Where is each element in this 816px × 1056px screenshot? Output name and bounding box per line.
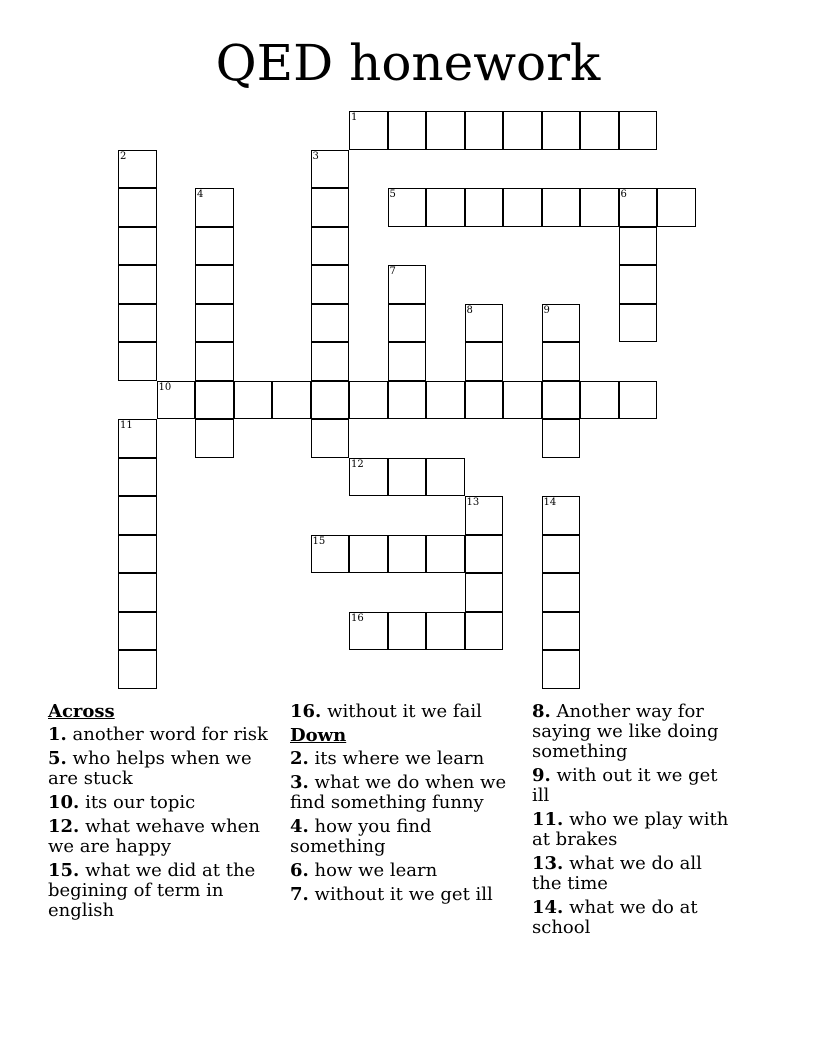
grid-cell[interactable] <box>426 111 465 150</box>
clue-down-11: 11. who we play with at brakes <box>532 809 729 850</box>
grid-cell[interactable] <box>118 650 157 689</box>
grid-cell[interactable] <box>388 612 427 651</box>
grid-cell[interactable] <box>542 188 581 227</box>
grid-cell[interactable] <box>118 304 157 343</box>
grid-cell[interactable] <box>311 419 350 458</box>
grid-cell[interactable] <box>388 458 427 497</box>
across-header: Across <box>48 701 115 722</box>
clue-column-2 <box>290 700 522 909</box>
clue-number: 14 <box>543 497 557 508</box>
grid-cell[interactable] <box>619 381 658 420</box>
clue-down-14: 14. what we do at school <box>532 897 698 938</box>
grid-cell[interactable] <box>580 111 619 150</box>
grid-cell[interactable] <box>465 188 504 227</box>
grid-cell[interactable] <box>195 265 234 304</box>
page-title: QED honework <box>215 34 601 92</box>
grid-cell[interactable] <box>195 381 234 420</box>
grid-cell[interactable] <box>503 111 542 150</box>
grid-cell[interactable] <box>388 188 427 227</box>
grid-cell[interactable] <box>234 381 273 420</box>
grid-cell[interactable] <box>465 573 504 612</box>
down-header: Down <box>290 725 347 746</box>
grid-cell[interactable] <box>388 265 427 304</box>
clue-number: 13 <box>466 497 480 508</box>
grid-cell[interactable] <box>118 227 157 266</box>
grid-cell[interactable] <box>311 188 350 227</box>
grid-cell[interactable] <box>426 612 465 651</box>
grid-cell[interactable] <box>542 496 581 535</box>
clue-down-7: 7. without it we get ill <box>290 884 493 905</box>
clue-number: 2 <box>120 150 127 162</box>
grid-cell[interactable] <box>157 381 196 420</box>
grid-cell[interactable] <box>580 188 619 227</box>
clue-down-9: 9. with out it we get ill <box>532 765 718 806</box>
grid-cell[interactable] <box>542 535 581 574</box>
clue-number: 6 <box>620 189 627 200</box>
grid-cell[interactable] <box>311 535 350 574</box>
clue-number: 1 <box>351 112 358 123</box>
clue-column-3 <box>532 700 732 942</box>
grid-cell[interactable] <box>311 342 350 381</box>
grid-cell[interactable] <box>503 188 542 227</box>
grid-cell[interactable] <box>503 381 542 420</box>
grid-cell[interactable] <box>388 535 427 574</box>
clue-number: 5 <box>389 189 396 200</box>
grid-cell[interactable] <box>465 304 504 343</box>
clue-across-16: 16. without it we fail <box>290 701 482 722</box>
grid-cell[interactable] <box>118 573 157 612</box>
clue-down-2: 2. its where we learn <box>290 748 485 769</box>
clue-down-13: 13. what we do all the time <box>532 853 702 894</box>
grid-cell[interactable] <box>195 188 234 227</box>
grid-cell[interactable] <box>349 458 388 497</box>
grid-cell[interactable] <box>426 458 465 497</box>
clue-across-5: 5. who helps when we are stuck <box>48 748 252 789</box>
clue-down-8: 8. Another way for saying we like doing something <box>532 701 719 762</box>
grid-cell[interactable] <box>118 535 157 574</box>
grid-cell[interactable] <box>349 535 388 574</box>
grid-cell[interactable] <box>195 342 234 381</box>
clue-number: 16 <box>351 612 364 624</box>
grid-cell[interactable] <box>349 111 388 150</box>
grid-cell[interactable] <box>542 304 581 343</box>
grid-cell[interactable] <box>619 304 658 343</box>
grid-cell[interactable] <box>542 573 581 612</box>
clue-number: 3 <box>312 150 319 162</box>
clue-number: 8 <box>466 304 473 316</box>
grid-cell[interactable] <box>195 227 234 266</box>
grid-cell[interactable] <box>118 612 157 651</box>
clue-across-1: 1. another word for risk <box>48 724 268 745</box>
grid-cell[interactable] <box>118 188 157 227</box>
grid-cell[interactable] <box>118 342 157 381</box>
grid-cell[interactable] <box>195 419 234 458</box>
grid-cell[interactable] <box>118 265 157 304</box>
grid-cell[interactable] <box>311 150 350 189</box>
clue-column-1 <box>48 700 280 925</box>
grid-cell[interactable] <box>542 612 581 651</box>
grid-cell[interactable] <box>311 381 350 420</box>
grid-cell[interactable] <box>465 612 504 651</box>
grid-cell[interactable] <box>619 111 658 150</box>
grid-cell[interactable] <box>580 381 619 420</box>
grid-cell[interactable] <box>118 419 157 458</box>
grid-cell[interactable] <box>349 381 388 420</box>
grid-cell[interactable] <box>118 150 157 189</box>
grid-cell[interactable] <box>465 342 504 381</box>
clue-number: 10 <box>158 381 172 393</box>
grid-cell[interactable] <box>542 381 581 420</box>
clue-down-3: 3. what we do when we find something funny <box>290 772 507 813</box>
grid-cell[interactable] <box>465 111 504 150</box>
grid-cell[interactable] <box>542 419 581 458</box>
clue-number: 12 <box>351 458 364 470</box>
clue-down-4: 4. how you find something <box>290 816 432 857</box>
grid-cell[interactable] <box>426 381 465 420</box>
grid-cell[interactable] <box>195 304 234 343</box>
grid-cell[interactable] <box>311 304 350 343</box>
clue-number: 9 <box>543 304 550 316</box>
clue-number: 7 <box>389 266 396 277</box>
grid-cell[interactable] <box>388 381 427 420</box>
clue-across-10: 10. its our topic <box>48 792 196 813</box>
grid-cell[interactable] <box>542 342 581 381</box>
grid-cell[interactable] <box>388 342 427 381</box>
clue-across-15: 15. what we did at the begining of term in english <box>48 860 256 921</box>
grid-cell[interactable] <box>619 265 658 304</box>
grid-cell[interactable] <box>619 227 658 266</box>
grid-cell[interactable] <box>388 111 427 150</box>
clue-number: 4 <box>197 189 204 200</box>
grid-cell[interactable] <box>311 265 350 304</box>
clue-number: 11 <box>120 420 133 431</box>
grid-cell[interactable] <box>349 612 388 651</box>
grid-cell[interactable] <box>426 535 465 574</box>
grid-cell[interactable] <box>465 496 504 535</box>
grid-cell[interactable] <box>311 227 350 266</box>
grid-cell[interactable] <box>542 650 581 689</box>
grid-cell[interactable] <box>118 458 157 497</box>
grid-cell[interactable] <box>388 304 427 343</box>
grid-cell[interactable] <box>118 496 157 535</box>
grid-cell[interactable] <box>465 535 504 574</box>
clue-down-6: 6. how we learn <box>290 860 438 881</box>
grid-cell[interactable] <box>465 381 504 420</box>
grid-cell[interactable] <box>426 188 465 227</box>
clue-number: 15 <box>312 535 326 547</box>
clue-across-12: 12. what wehave when we are happy <box>48 816 260 857</box>
grid-cell[interactable] <box>657 188 696 227</box>
grid-cell[interactable] <box>542 111 581 150</box>
grid-cell[interactable] <box>272 381 311 420</box>
grid-cell[interactable] <box>619 188 658 227</box>
